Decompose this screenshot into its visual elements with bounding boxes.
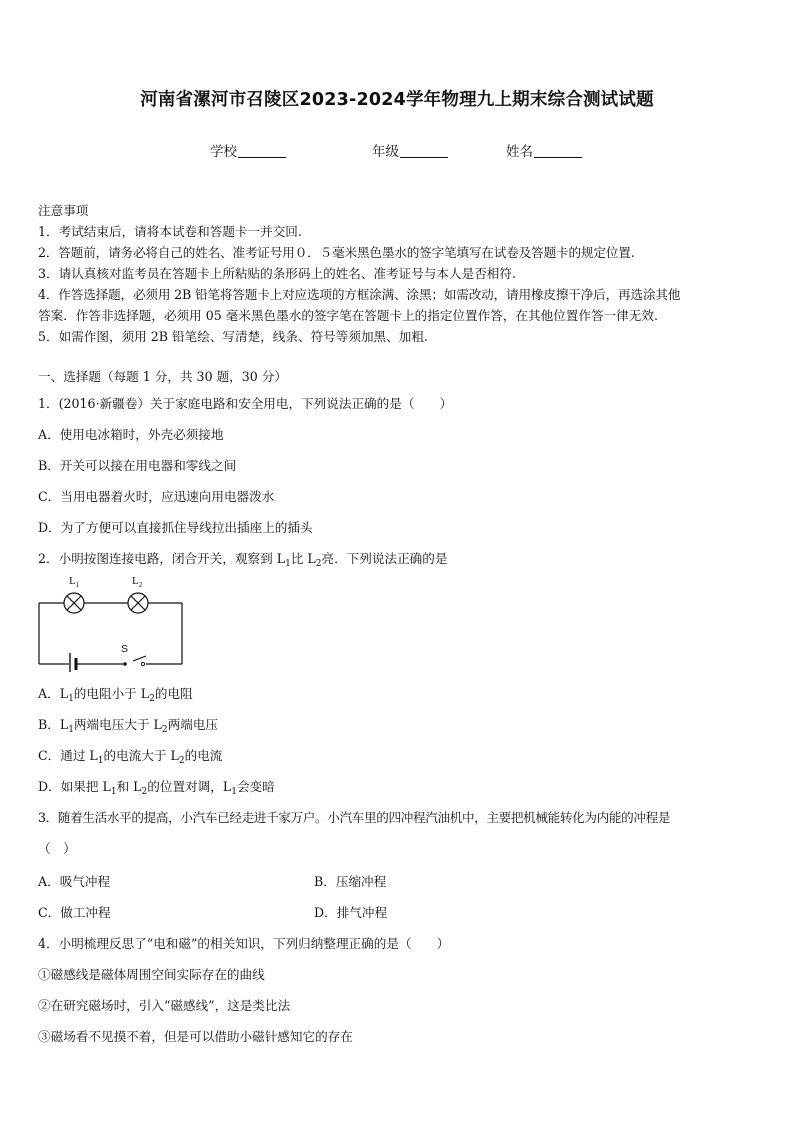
notice-heading: 注意事项 — [38, 203, 89, 218]
notice-item: 3．请认真核对监考员在答题卡上所粘贴的条形码上的姓名、准考证号与本人是否相符. — [38, 266, 516, 281]
question-3-option-d[interactable]: D．排气冲程 — [314, 905, 388, 920]
question-2-option-d[interactable]: D．如果把 $L_1$和 $L_2$的位置对调，$L_1$会变暗 — [38, 779, 275, 797]
notice-item: 2．答题前，请务必将自己的姓名、准考证号用０．５毫米黑色墨水的签字笔填写在试卷及答题卡的规定位置. — [38, 245, 635, 260]
battery-icon — [70, 653, 76, 672]
grade-field[interactable] — [372, 140, 448, 160]
question-1-stem: 1．(2016·新疆卷）关于家庭电路和安全用电，下列说法正确的是（ ） — [38, 396, 453, 411]
question-1-option-d[interactable]: D．为了方便可以直接抓住导线拉出插座上的插头 — [38, 520, 313, 535]
notice-item: 4．作答选择题，必须用 2B 铅笔将答题卡上对应选项的方框涂满、涂黑；如需改动，请用橡皮擦干净后，再选涂其他 — [38, 287, 681, 302]
question-3-stem: 3．随着生活水平的提高，小汽车已经走进千家万户。小汽车里的四冲程汽油机中，主要把机械能转化为内能的冲程是 — [38, 810, 671, 825]
grade-label: 年级 — [372, 144, 399, 159]
switch-label: S — [121, 643, 129, 655]
switch-blade — [133, 656, 146, 661]
school-blank[interactable] — [238, 143, 286, 158]
name-label: 姓名 — [506, 144, 533, 159]
question-3-option-c[interactable]: C．做工冲程 — [38, 905, 111, 920]
notice-item: 5．如需作图，须用 2B 铅笔绘、写清楚，线条、符号等须加黑、加粗. — [38, 329, 428, 344]
lamp-l1-label: $L_1$ — [69, 575, 80, 589]
school-field[interactable] — [210, 140, 286, 160]
question-2-option-a[interactable]: A．$L_1$的电阻小于 $L_2$的电阻 — [38, 686, 193, 704]
question-3-option-b[interactable]: B．压缩冲程 — [314, 874, 387, 889]
question-3-stem-cont: （ ） — [38, 841, 76, 856]
question-2-option-b[interactable]: B．$L_1$两端电压大于 $L_2$两端电压 — [38, 717, 218, 735]
switch-icon — [123, 662, 144, 666]
circuit-diagram — [34, 572, 194, 672]
lamp-l2-label: $L_2$ — [132, 575, 143, 589]
page-title: 河南省漯河市召陵区2023-2024学年物理九上期末综合测试试题 — [140, 90, 654, 110]
question-2-stem: 2．小明按图连接电路，闭合开关，观察到 $L_1$比 $L_2$亮．下列说法正确的是 — [38, 551, 448, 569]
school-label: 学校 — [210, 144, 237, 159]
name-blank[interactable] — [534, 143, 582, 158]
question-4-stem: 4．小明梳理反思了“电和磁”的相关知识，下列归纳整理正确的是（ ） — [38, 936, 450, 951]
question-2-option-c[interactable]: C．通过 $L_1$的电流大于 $L_2$的电流 — [38, 748, 223, 766]
lamp-l1-icon — [64, 593, 84, 613]
question-4-statement: ①磁感线是磁体周围空间实际存在的曲线 — [38, 967, 265, 982]
grade-blank[interactable] — [400, 143, 448, 158]
question-1-option-b[interactable]: B．开关可以接在用电器和零线之间 — [38, 458, 237, 473]
question-4-statement: ③磁场看不见摸不着，但是可以借助小磁针感知它的存在 — [38, 1029, 353, 1044]
lamp-l2-icon — [128, 593, 148, 613]
notice-item: 1．考试结束后，请将本试卷和答题卡一并交回. — [38, 224, 302, 239]
question-1-option-a[interactable]: A．使用电冰箱时，外壳必须接地 — [38, 427, 224, 442]
name-field[interactable] — [506, 140, 582, 160]
section-heading: 一、选择题（每题 1 分，共 30 题，30 分） — [38, 369, 287, 384]
question-4-statement: ②在研究磁场时，引入“磁感线”，这是类比法 — [38, 998, 291, 1013]
question-1-option-c[interactable]: C．当用电器着火时，应迅速向用电器泼水 — [38, 489, 275, 504]
question-3-option-a[interactable]: A．吸气冲程 — [38, 874, 111, 889]
notice-item: 答案．作答非选择题，必须用 05 毫米黑色墨水的签字笔在答题卡上的指定位置作答，在其他位置作答一律无效. — [38, 308, 658, 323]
